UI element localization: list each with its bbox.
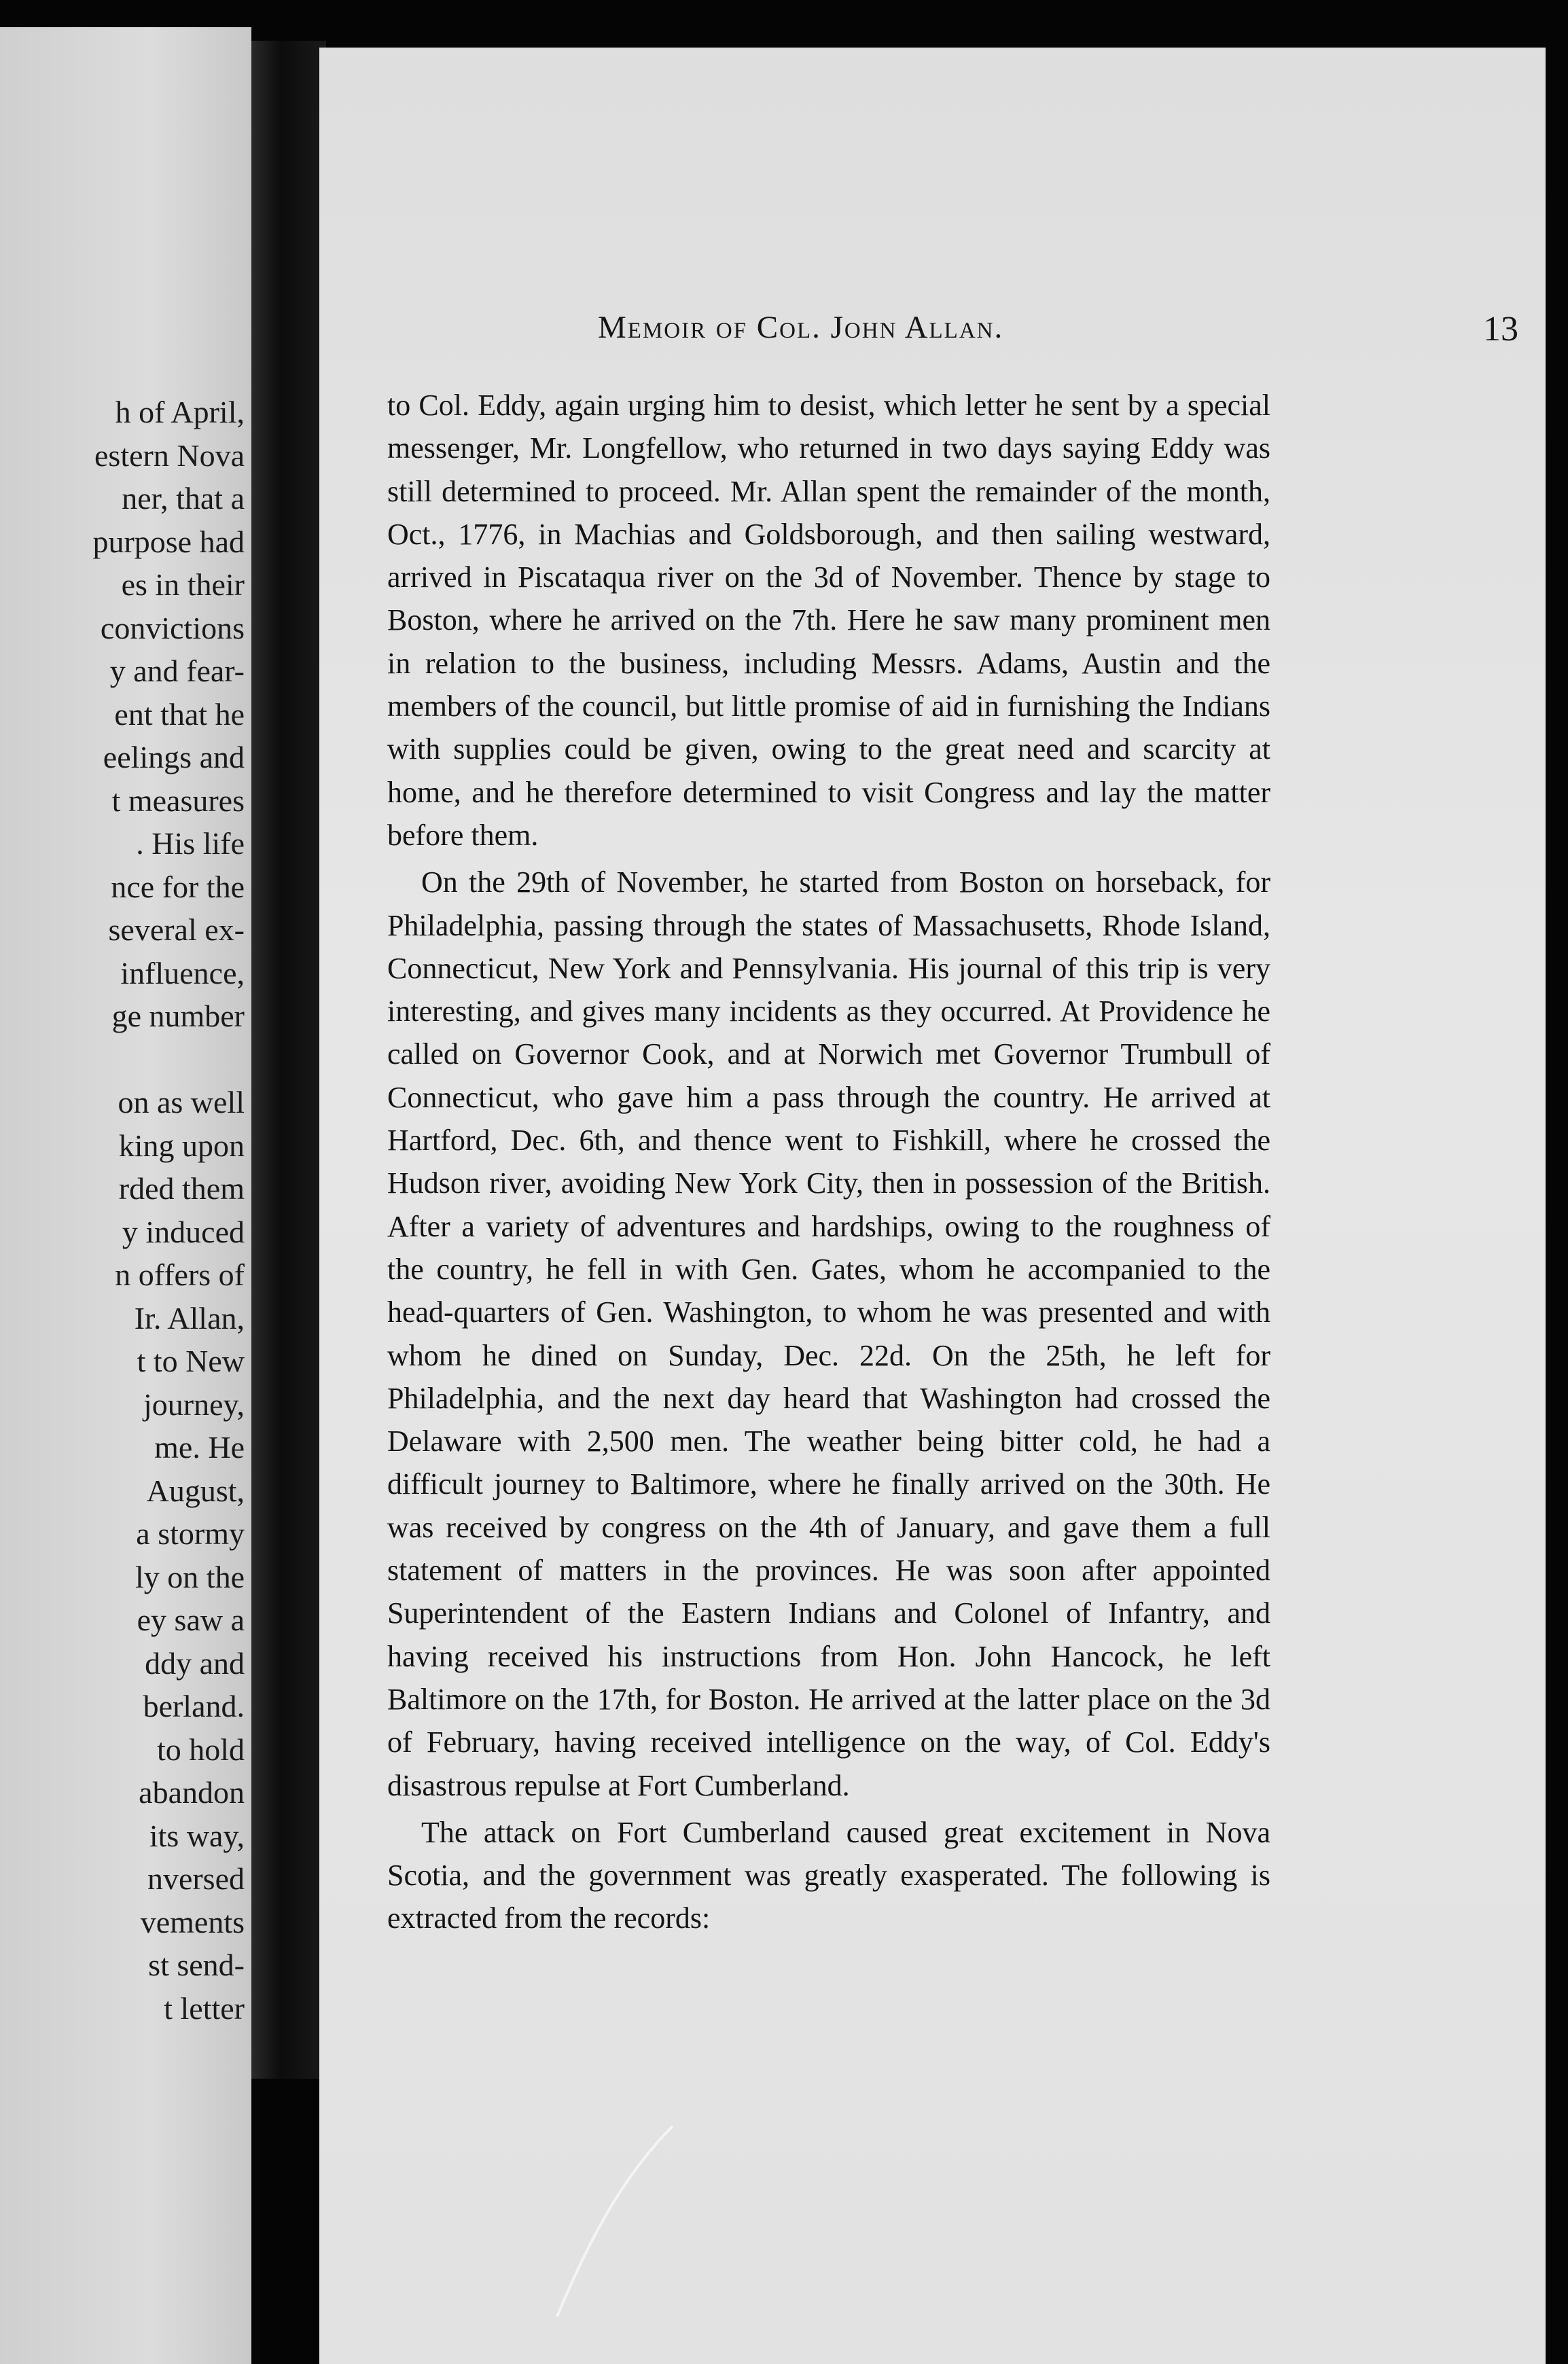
left-line: y induced <box>122 1214 245 1249</box>
left-line: August, <box>146 1473 245 1508</box>
left-line: nversed <box>147 1861 245 1896</box>
left-line: king upon <box>118 1128 245 1163</box>
page-header <box>598 309 1518 363</box>
left-line: nce for the <box>111 869 245 904</box>
left-line: a stormy <box>136 1516 245 1551</box>
left-line: me. He <box>154 1430 245 1465</box>
running-head: Memoir of Col. John Allan. <box>598 310 1004 345</box>
body-text <box>387 384 1270 1944</box>
left-line: berland. <box>143 1689 245 1723</box>
left-line: st send- <box>148 1948 245 1982</box>
left-line: ner, that a <box>122 481 245 516</box>
left-line: t measures <box>111 783 245 818</box>
left-facing-page <box>0 27 251 2364</box>
left-line: ddy and <box>145 1645 245 1681</box>
left-line: vements <box>140 1904 245 1939</box>
left-line: h of April, <box>115 395 245 429</box>
left-page-text <box>92 391 245 2030</box>
left-line: several ex- <box>108 912 245 947</box>
paragraph: to Col. Eddy, again urging him to desist, which letter he sent by a special messenger, Mr. Longfellow, who returned in two days saying Eddy was still determined to proceed. Mr. Allan spent the remainder of the month, Oct., 1776, in Machias and Goldsborough, and then sailing westward, arrived in Piscataqua river on the 3d of November. Thence by stage to Boston, where he arrived on the 7th. Here he saw many prominent men in relation to the business, including Messrs. Adams, Austin and the members of the council, but little promise of aid in furnishing the Indians with supplies could be given, owing to the great need and scarcity at home, and he therefore determined to visit Congress and lay the matter before them. <box>387 389 1270 852</box>
page-number: 13 <box>1483 310 1518 348</box>
left-line: rded them <box>118 1171 245 1206</box>
left-line: Ir. Allan, <box>134 1300 245 1336</box>
left-line: to hold <box>156 1732 245 1767</box>
left-line: ent that he <box>114 696 245 732</box>
left-line: purpose had <box>92 524 245 559</box>
left-line: ey saw a <box>137 1602 245 1637</box>
left-line: convictions <box>100 610 245 645</box>
paragraph: On the 29th of November, he started from Boston on horseback, for Philadelphia, passing through the states of Massachusetts, Rhode Island, Connecticut, New York and Pennsylvania. His journal of this trip is very interesting, and gives many incidents as they occurred. At Providence he called on Governor Cook, and at Norwich met Governor Trumbull of Connecticut, who gave him a pass through the country. He arrived at Hartford, Dec. 6th, and thence went to Fishkill, where he crossed the Hudson river, avoiding New York City, then in possession of the British. After a variety of adventures and hardships, owing to the roughness of the country, he fell in with Gen. Gates, whom he accompanied to the head-quarters of Gen. Washington, to whom he was presented and with whom he dined on Sunday, Dec. 22d. On the 25th, he left for Philadelphia, and the next day heard that Washington had crossed the Delaware with 2,500 men. The weather being bitter cold, he had a difficult journey to Baltimore, where he finally arrived on the 30th. He was received by congress on the 4th of January, and gave them a full statement of matters in the provinces. He was soon after appointed Superintendent of the Eastern Indians and Colonel of Infantry, and having received his instructions from Hon. John Hancock, he left Baltimore on the 17th, for Boston. He arrived at the latter place on the 3d of February, having received intelligence on the way, of Col. Eddy's disastrous repulse at Fort Cumberland. <box>387 865 1270 1802</box>
paragraph: The attack on Fort Cumberland caused great excitement in Nova Scotia, and the government was greatly exasperated. The following is extracted from the records: <box>387 1815 1270 1935</box>
left-line: abandon <box>139 1775 245 1810</box>
left-line: n offers of <box>115 1257 245 1292</box>
left-line: t to New <box>137 1344 245 1378</box>
left-line: on as well <box>118 1085 245 1120</box>
left-line-gap <box>92 1038 245 1081</box>
left-line: influence, <box>120 955 245 990</box>
binding-gutter <box>251 41 326 2079</box>
left-line: ge number <box>111 999 245 1033</box>
left-line: . His life <box>136 826 245 861</box>
book-page <box>319 48 1546 2364</box>
left-line: ly on the <box>135 1559 245 1594</box>
left-line: journey, <box>143 1386 245 1422</box>
left-line: t letter <box>164 1990 245 2026</box>
left-line: its way, <box>149 1818 245 1853</box>
paper-crease-mark <box>544 2119 679 2323</box>
left-line: y and fear- <box>109 653 245 688</box>
left-line: es in their <box>121 567 245 602</box>
left-line: estern Nova <box>94 437 245 473</box>
left-line: eelings and <box>103 740 245 774</box>
